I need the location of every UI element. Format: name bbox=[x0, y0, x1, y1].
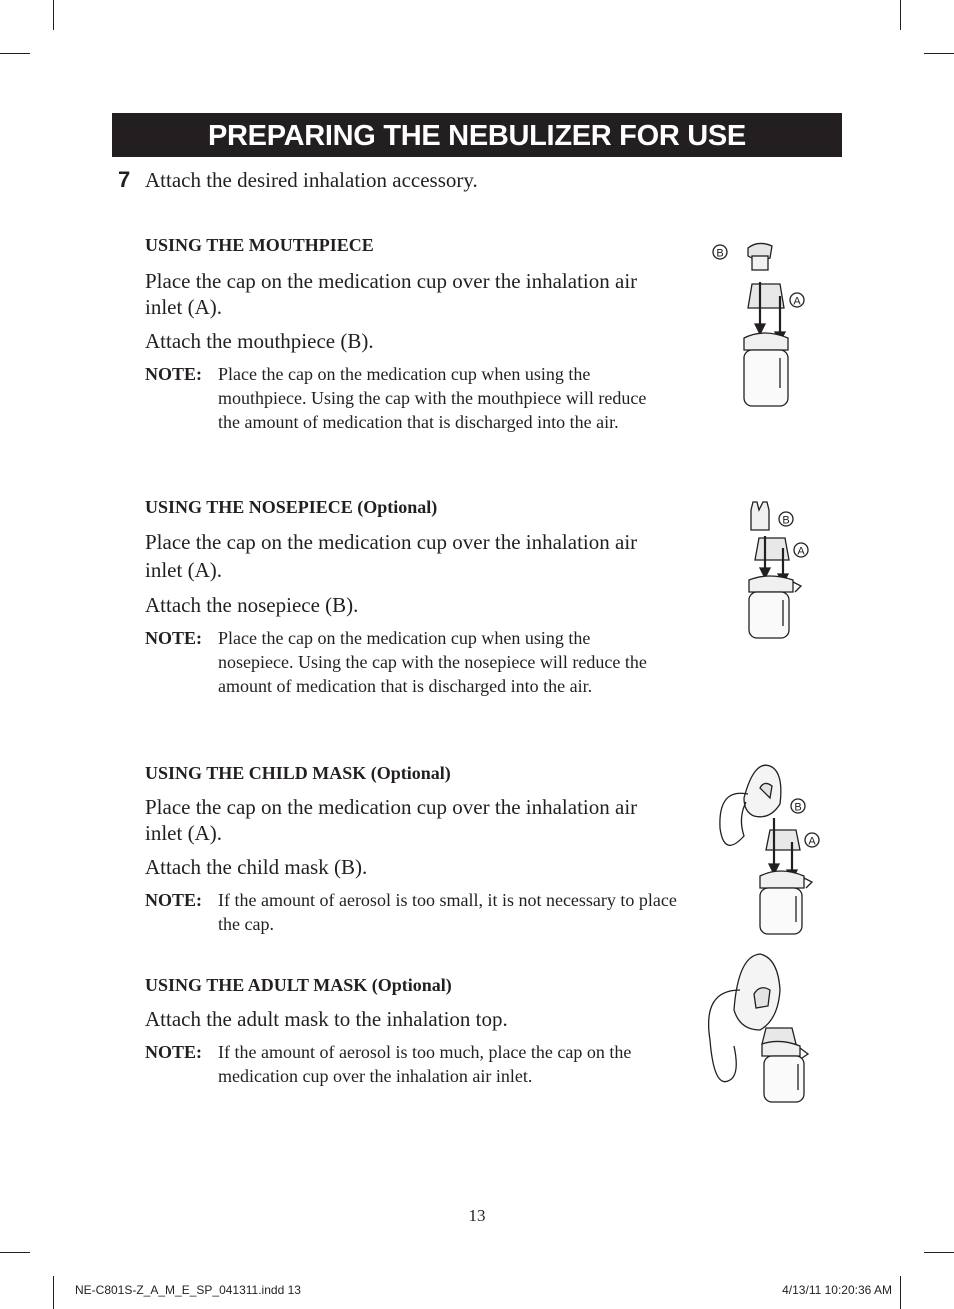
note-text: If the amount of aerosol is too small, it is not necessary to place the cap. bbox=[218, 890, 677, 934]
crop-mark bbox=[0, 1252, 30, 1253]
adult-mask-illustration bbox=[700, 950, 820, 1110]
crop-mark bbox=[53, 0, 54, 30]
note-label: NOTE: bbox=[145, 1042, 203, 1062]
label-b: B bbox=[782, 514, 790, 527]
note-text: Place the cap on the medication cup when using the mouthpiece. Using the cap with the mouthpiece will reduce the amount of medication that is discharged into the air. bbox=[218, 364, 647, 432]
note bbox=[145, 626, 648, 698]
note bbox=[145, 888, 678, 936]
label-a: A bbox=[797, 545, 805, 558]
crop-mark bbox=[924, 1252, 954, 1253]
mouthpiece-illustration bbox=[700, 238, 820, 413]
section-title: USING THE NOSEPIECE (Optional) bbox=[145, 497, 438, 517]
page-title: PREPARING THE NEBULIZER FOR USE bbox=[112, 113, 842, 157]
step-number: 7 bbox=[118, 167, 131, 192]
crop-mark bbox=[0, 53, 30, 54]
note-text: Place the cap on the medication cup when using the nosepiece. Using the cap with the nosepiece will reduce the amount of medication that is discharged into the air. bbox=[218, 628, 647, 696]
instruction-text: Attach the mouthpiece (B). bbox=[145, 329, 374, 353]
footer-timestamp: 4/13/11 10:20:36 AM bbox=[782, 1283, 892, 1297]
instruction-text: Place the cap on the medication cup over the inhalation air inlet (A). bbox=[145, 795, 638, 845]
crop-mark bbox=[900, 0, 901, 30]
instruction-text: Attach the child mask (B). bbox=[145, 855, 368, 879]
section-title: USING THE CHILD MASK (Optional) bbox=[145, 763, 451, 783]
section-title: USING THE MOUTHPIECE bbox=[145, 235, 374, 255]
footer-filename: NE-C801S-Z_A_M_E_SP_041311.indd 13 bbox=[75, 1283, 301, 1297]
instruction-text: Place the cap on the medication cup over the inhalation air inlet (A). bbox=[145, 269, 638, 319]
note-label: NOTE: bbox=[145, 364, 203, 384]
crop-mark bbox=[924, 53, 954, 54]
section-adult-mask bbox=[145, 975, 675, 1088]
section-title: USING THE ADULT MASK (Optional) bbox=[145, 975, 452, 995]
crop-mark bbox=[900, 1276, 901, 1309]
label-b: B bbox=[716, 247, 724, 260]
section-mouthpiece bbox=[145, 235, 675, 434]
note-text: If the amount of aerosol is too much, place the cap on the medication cup over the inhalation air inlet. bbox=[218, 1042, 632, 1086]
note bbox=[145, 1040, 648, 1088]
nosepiece-illustration bbox=[735, 496, 815, 646]
label-a: A bbox=[793, 295, 801, 308]
instruction-text: Place the cap on the medication cup over the inhalation air inlet (A). bbox=[145, 530, 638, 582]
crop-mark bbox=[53, 1276, 54, 1309]
section-child-mask bbox=[145, 763, 675, 936]
note bbox=[145, 362, 648, 434]
step-instruction: Attach the desired inhalation accessory. bbox=[145, 168, 478, 192]
label-b: B bbox=[794, 801, 802, 814]
section-nosepiece bbox=[145, 497, 675, 698]
instruction-text: Attach the nosepiece (B). bbox=[145, 593, 359, 617]
note-label: NOTE: bbox=[145, 628, 203, 648]
child-mask-illustration bbox=[714, 758, 834, 938]
note-label: NOTE: bbox=[145, 890, 203, 910]
instruction-text: Attach the adult mask to the inhalation top. bbox=[145, 1007, 508, 1031]
page-number: 13 bbox=[468, 1206, 486, 1225]
label-a: A bbox=[808, 835, 816, 848]
